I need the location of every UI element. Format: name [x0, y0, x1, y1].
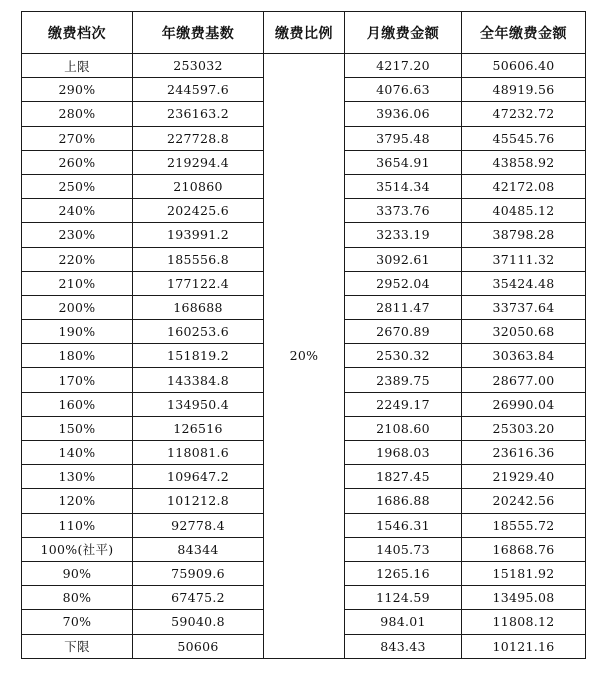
annual-base-cell: 151819.2 — [133, 344, 264, 368]
monthly-amount-cell: 1827.45 — [345, 465, 462, 489]
tier-cell: 170% — [22, 368, 133, 392]
monthly-amount-cell: 1968.03 — [345, 441, 462, 465]
annual-amount-cell: 23616.36 — [462, 441, 586, 465]
monthly-amount-cell: 3936.06 — [345, 102, 462, 126]
annual-amount-cell: 15181.92 — [462, 561, 586, 585]
annual-amount-cell: 50606.40 — [462, 54, 586, 78]
annual-base-cell: 227728.8 — [133, 126, 264, 150]
annual-base-cell: 84344 — [133, 537, 264, 561]
monthly-amount-cell: 3514.34 — [345, 174, 462, 198]
annual-base-cell: 50606 — [133, 634, 264, 658]
annual-base-cell: 177122.4 — [133, 271, 264, 295]
annual-base-cell: 101212.8 — [133, 489, 264, 513]
annual-base-cell: 143384.8 — [133, 368, 264, 392]
annual-amount-cell: 21929.40 — [462, 465, 586, 489]
monthly-amount-cell: 3373.76 — [345, 199, 462, 223]
monthly-amount-cell: 2249.17 — [345, 392, 462, 416]
annual-base-cell: 109647.2 — [133, 465, 264, 489]
rate-cell: 20% — [264, 54, 345, 659]
tier-cell: 210% — [22, 271, 133, 295]
annual-amount-cell: 45545.76 — [462, 126, 586, 150]
annual-amount-cell: 38798.28 — [462, 223, 586, 247]
tier-cell: 280% — [22, 102, 133, 126]
annual-base-cell: 202425.6 — [133, 199, 264, 223]
monthly-amount-cell: 1686.88 — [345, 489, 462, 513]
table-row — [22, 54, 586, 78]
annual-amount-cell: 25303.20 — [462, 416, 586, 440]
annual-amount-cell: 26990.04 — [462, 392, 586, 416]
monthly-amount-cell: 1265.16 — [345, 561, 462, 585]
header-monthly-amount: 月缴费金额 — [345, 12, 462, 54]
annual-base-cell: 253032 — [133, 54, 264, 78]
tier-cell: 260% — [22, 150, 133, 174]
tier-cell: 100%(社平) — [22, 537, 133, 561]
header-row — [22, 12, 586, 54]
tier-cell: 190% — [22, 320, 133, 344]
annual-base-cell: 160253.6 — [133, 320, 264, 344]
tier-cell: 140% — [22, 441, 133, 465]
annual-amount-cell: 18555.72 — [462, 513, 586, 537]
monthly-amount-cell: 2389.75 — [345, 368, 462, 392]
tier-cell: 250% — [22, 174, 133, 198]
tier-cell: 70% — [22, 610, 133, 634]
monthly-amount-cell: 4076.63 — [345, 78, 462, 102]
tier-cell: 230% — [22, 223, 133, 247]
header-rate: 缴费比例 — [264, 12, 345, 54]
tier-cell: 290% — [22, 78, 133, 102]
monthly-amount-cell: 3654.91 — [345, 150, 462, 174]
annual-base-cell: 185556.8 — [133, 247, 264, 271]
annual-amount-cell: 33737.64 — [462, 295, 586, 319]
monthly-amount-cell: 1124.59 — [345, 586, 462, 610]
annual-amount-cell: 32050.68 — [462, 320, 586, 344]
monthly-amount-cell: 2670.89 — [345, 320, 462, 344]
annual-amount-cell: 13495.08 — [462, 586, 586, 610]
annual-amount-cell: 20242.56 — [462, 489, 586, 513]
tier-cell: 220% — [22, 247, 133, 271]
annual-amount-cell: 30363.84 — [462, 344, 586, 368]
header-annual-amount: 全年缴费金额 — [462, 12, 586, 54]
tier-cell: 200% — [22, 295, 133, 319]
monthly-amount-cell: 2530.32 — [345, 344, 462, 368]
tier-cell: 下限 — [22, 634, 133, 658]
annual-amount-cell: 16868.76 — [462, 537, 586, 561]
annual-base-cell: 126516 — [133, 416, 264, 440]
annual-base-cell: 118081.6 — [133, 441, 264, 465]
tier-cell: 160% — [22, 392, 133, 416]
monthly-amount-cell: 843.43 — [345, 634, 462, 658]
header-annual-base: 年缴费基数 — [133, 12, 264, 54]
annual-base-cell: 75909.6 — [133, 561, 264, 585]
monthly-amount-cell: 1546.31 — [345, 513, 462, 537]
monthly-amount-cell: 2811.47 — [345, 295, 462, 319]
tier-cell: 240% — [22, 199, 133, 223]
tier-cell: 180% — [22, 344, 133, 368]
monthly-amount-cell: 3795.48 — [345, 126, 462, 150]
monthly-amount-cell: 2952.04 — [345, 271, 462, 295]
annual-amount-cell: 11808.12 — [462, 610, 586, 634]
tier-cell: 120% — [22, 489, 133, 513]
annual-base-cell: 210860 — [133, 174, 264, 198]
monthly-amount-cell: 3092.61 — [345, 247, 462, 271]
annual-amount-cell: 48919.56 — [462, 78, 586, 102]
table-body — [22, 54, 586, 659]
annual-base-cell: 236163.2 — [133, 102, 264, 126]
annual-amount-cell: 47232.72 — [462, 102, 586, 126]
annual-base-cell: 92778.4 — [133, 513, 264, 537]
annual-base-cell: 59040.8 — [133, 610, 264, 634]
annual-base-cell: 134950.4 — [133, 392, 264, 416]
annual-base-cell: 193991.2 — [133, 223, 264, 247]
annual-base-cell: 67475.2 — [133, 586, 264, 610]
annual-amount-cell: 37111.32 — [462, 247, 586, 271]
annual-base-cell: 168688 — [133, 295, 264, 319]
annual-amount-cell: 42172.08 — [462, 174, 586, 198]
annual-amount-cell: 28677.00 — [462, 368, 586, 392]
tier-cell: 80% — [22, 586, 133, 610]
monthly-amount-cell: 4217.20 — [345, 54, 462, 78]
monthly-amount-cell: 2108.60 — [345, 416, 462, 440]
monthly-amount-cell: 1405.73 — [345, 537, 462, 561]
monthly-amount-cell: 3233.19 — [345, 223, 462, 247]
tier-cell: 270% — [22, 126, 133, 150]
tier-cell: 90% — [22, 561, 133, 585]
contribution-table — [21, 11, 586, 659]
monthly-amount-cell: 984.01 — [345, 610, 462, 634]
tier-cell: 上限 — [22, 54, 133, 78]
tier-cell: 150% — [22, 416, 133, 440]
header-tier: 缴费档次 — [22, 12, 133, 54]
annual-amount-cell: 43858.92 — [462, 150, 586, 174]
annual-base-cell: 244597.6 — [133, 78, 264, 102]
tier-cell: 110% — [22, 513, 133, 537]
annual-amount-cell: 35424.48 — [462, 271, 586, 295]
annual-amount-cell: 10121.16 — [462, 634, 586, 658]
annual-amount-cell: 40485.12 — [462, 199, 586, 223]
tier-cell: 130% — [22, 465, 133, 489]
annual-base-cell: 219294.4 — [133, 150, 264, 174]
